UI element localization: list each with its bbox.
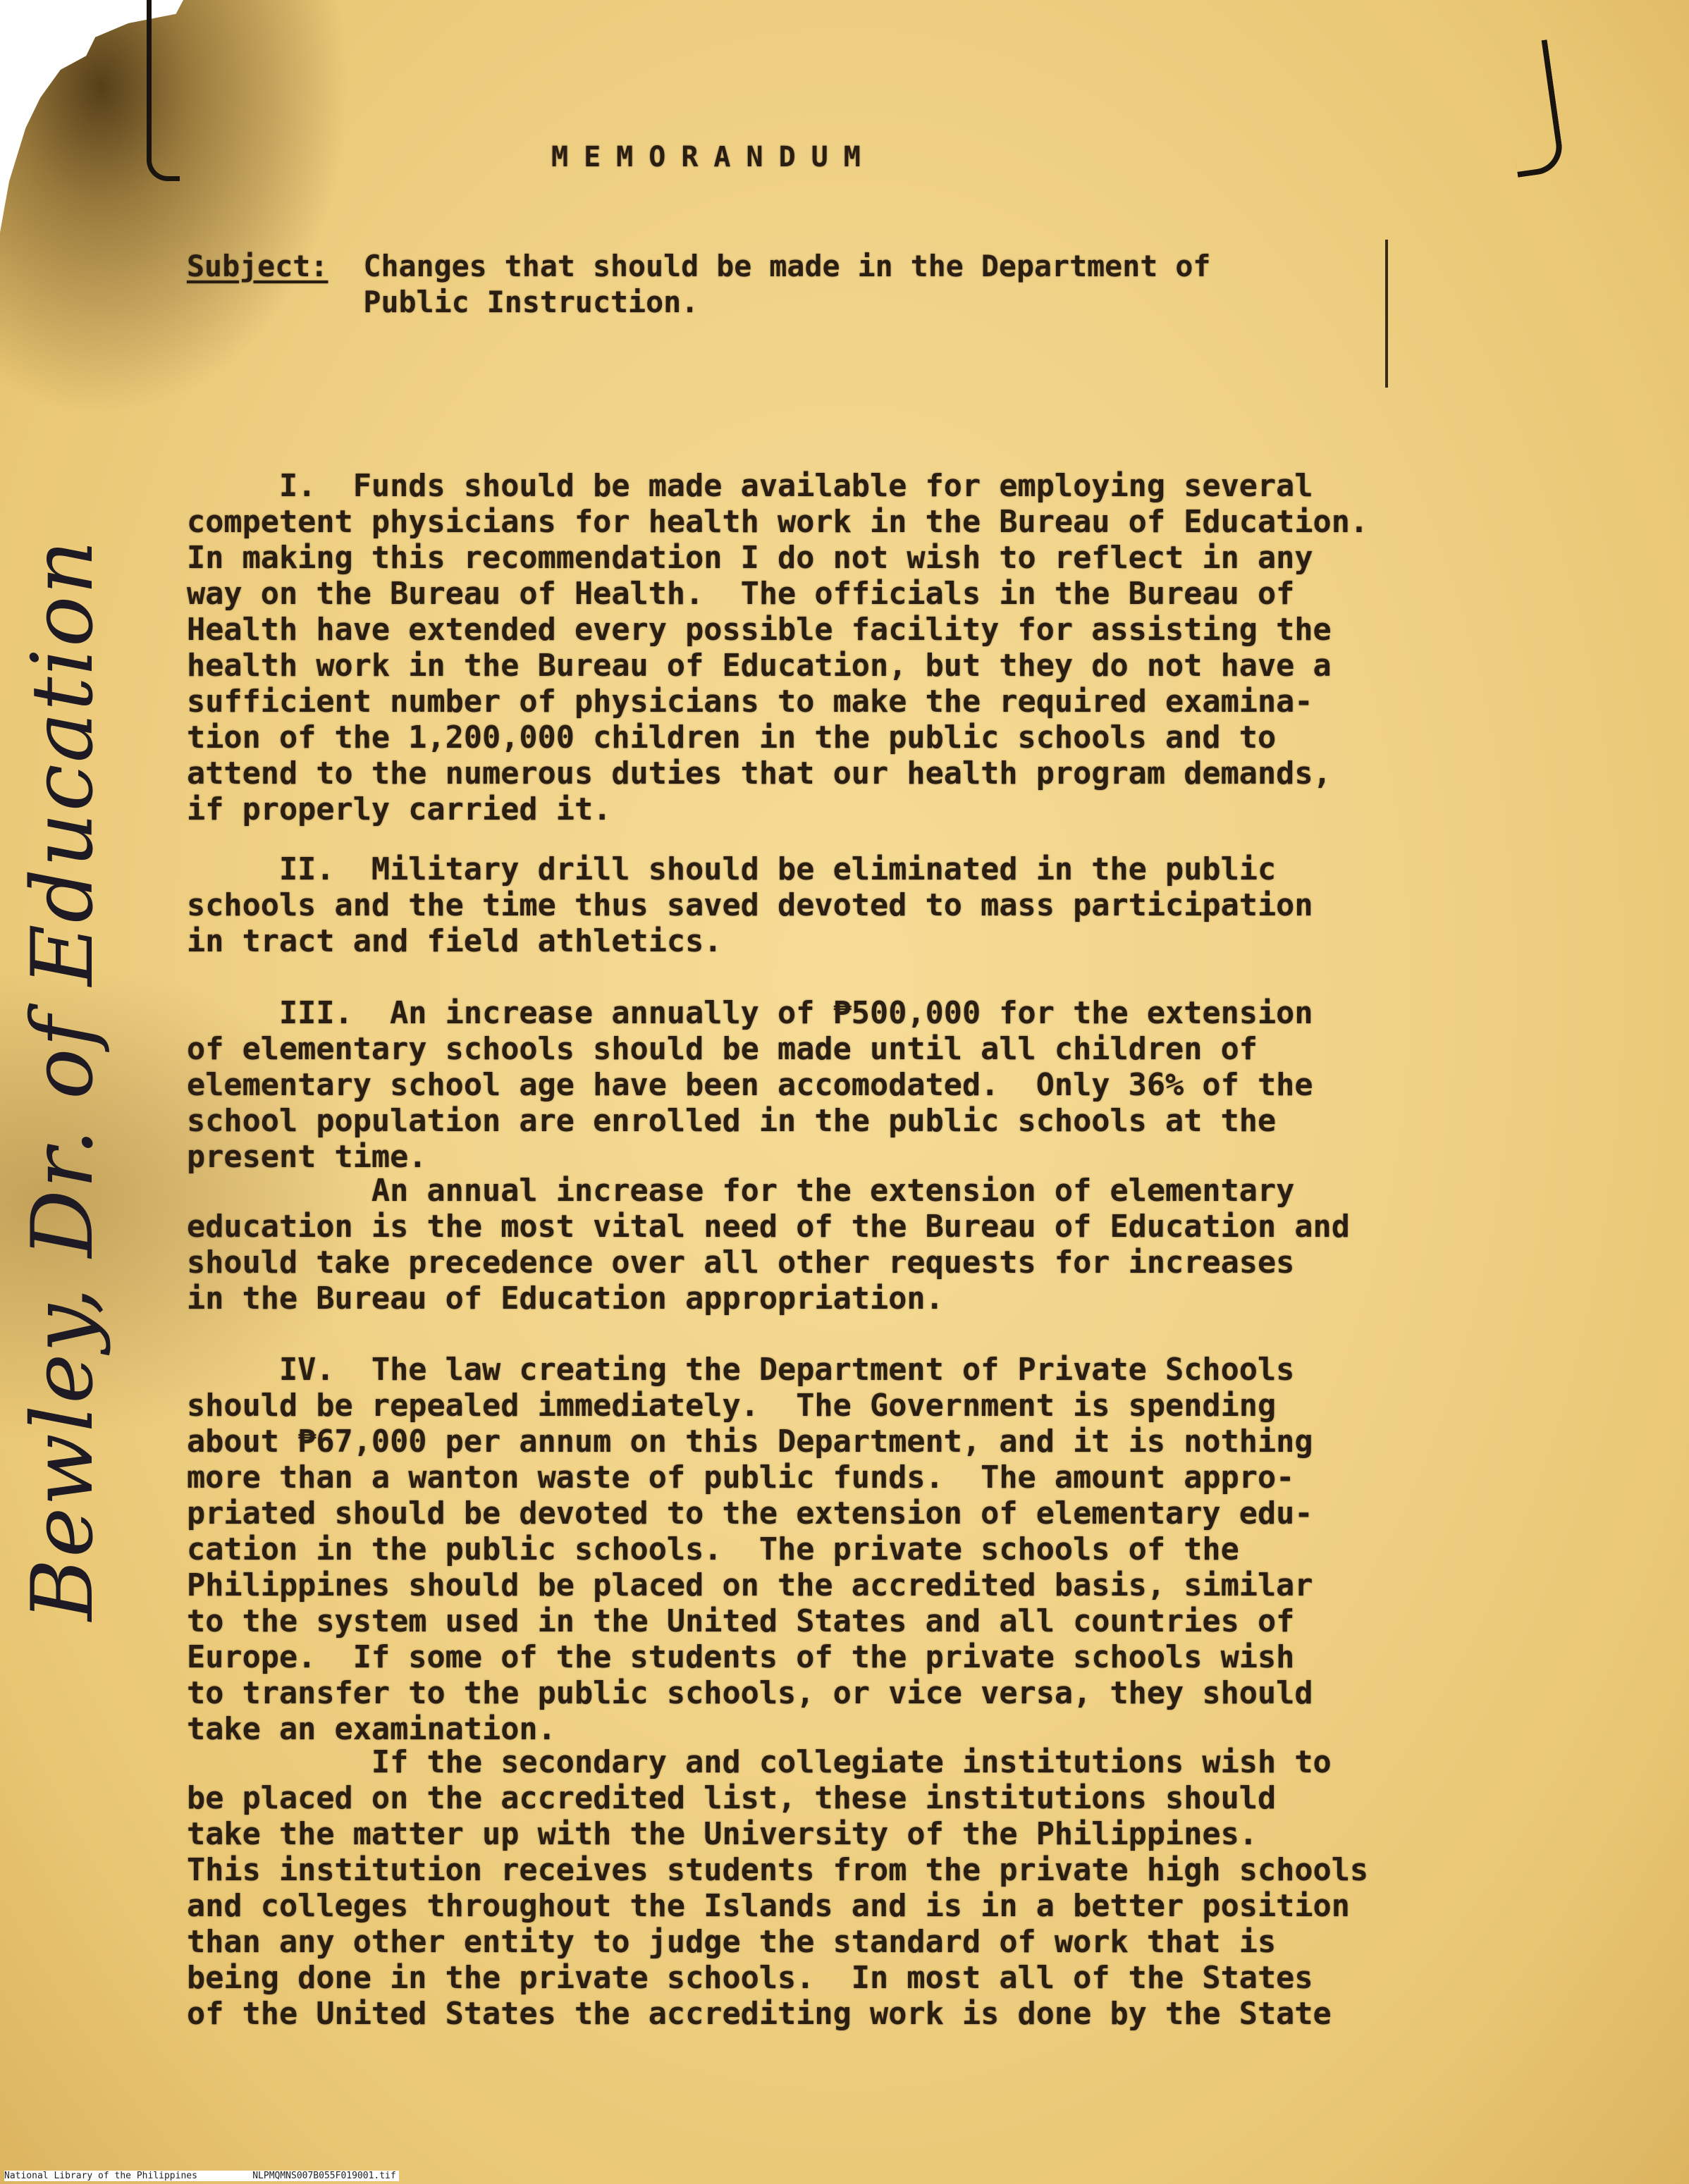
handwritten-margin-note: Bewley, Dr. of Education: [14, 538, 112, 1621]
ink-bracket-mark: [147, 0, 180, 181]
section-iii-continuation: An annual increase for the extension of elementary education is the most vital need of the Bureau of Education and should take precedence over all other requests for increases in the Bureau of Education appropriation.: [187, 1173, 1350, 1316]
section-i-paragraph: I. Funds should be made available for employing several competent physicians for health work in the Bureau of Education. In making this recommendation I do not wish to reflect in any way on the Bureau of Health. The officials in the Bureau of Health have extended every possible facility for assisting the health work in the Bureau of Education, but they do not have a sufficient number of physicians to make the required examina- tion of the 1,200,000 children in the public schools and to attend to the numerous duties that our health program demands, if properly carried it.: [187, 469, 1369, 827]
section-iv-continuation: If the secondary and collegiate institutions wish to be placed on the accredited list, these institutions should take the matter up with the University of the Philippines. This institution receives students from the private high schools and colleges throughout the Islands and is in a better position than any other entity to judge the standard of work that is being done in the private schools. In most all of the States of the United States the accrediting work is done by the State: [187, 1745, 1369, 2032]
ink-margin-stroke: [1385, 240, 1388, 388]
section-ii-paragraph: II. Military drill should be eliminated in the public schools and the time thus saved devoted to mass participation in tract and field athletics.: [187, 852, 1313, 959]
section-iv-paragraph: IV. The law creating the Department of Private Schools should be repealed immediately. The Government is spending about ₱67,000 per annum on this Department, and it is nothing more than a wanton waste of public funds. The amount appro- priated should be devoted to the extension of elementary edu- cation in the public schools. The private schools of the Philippines should be placed on the accredited basis, similar to the system used in the United States and all countries of Europe. If some of the students of the private schools wish to transfer to the public schools, or vice versa, they should take an examination.: [187, 1352, 1313, 1747]
archive-footer: [4, 2171, 399, 2181]
ink-tick-mark: [1499, 39, 1566, 178]
memo-title: MEMORANDUM: [551, 141, 876, 173]
footer-file-id: NLPMQMNS007B055F019001.tif: [252, 2171, 396, 2181]
footer-library: National Library of the Philippines: [4, 2171, 197, 2181]
section-iii-paragraph: III. An increase annually of ₱500,000 for the extension of elementary schools should be made until all children of elementary school age have been accomodated. Only 36% of the school population are enrolled in the public schools at the present time.: [187, 996, 1313, 1175]
subject-line: [187, 248, 1210, 320]
subject-text: Changes that should be made in the Department of Public Instruction.: [363, 249, 1211, 319]
subject-label: Subject:: [187, 249, 328, 283]
